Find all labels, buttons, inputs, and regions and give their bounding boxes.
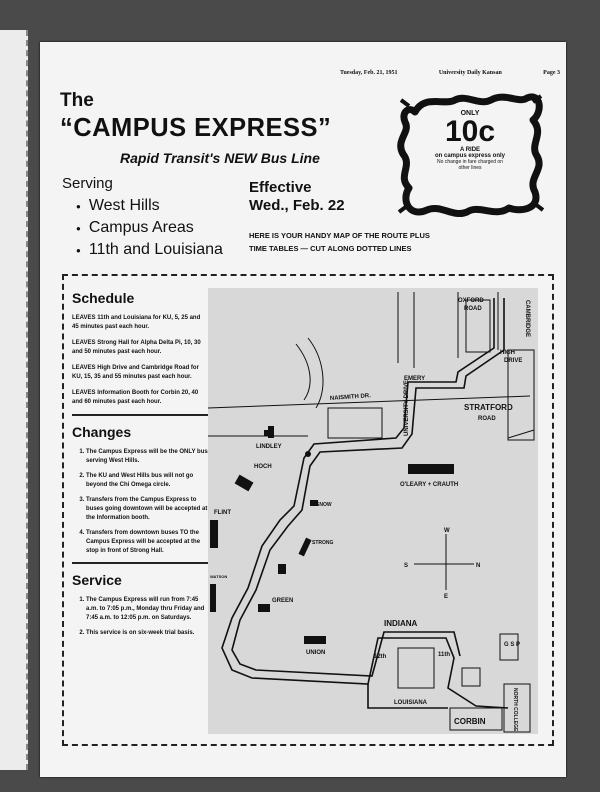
map-label-louisiana: LOUISIANA	[394, 700, 427, 706]
map-label-gsp: G S P	[504, 642, 521, 648]
map-label-watson: WATSON	[210, 574, 228, 579]
map-label-university-drive: UNIVERSITY DRIVE	[404, 380, 410, 436]
changes-item: 4. Transfers from downtown buses TO the Campus Express will be accepted at the stop in front of Strong Hall.	[86, 529, 208, 556]
map-instructions	[249, 229, 430, 255]
price-badge	[395, 92, 545, 220]
effective-date	[249, 179, 345, 215]
schedule-item: LEAVES Strong Hall for Alpha Delta Pi, 10, 30 and 50 minutes past each hour.	[72, 340, 201, 355]
compass-s: S	[404, 563, 409, 569]
service-list	[72, 596, 208, 638]
served-areas-list	[76, 195, 223, 261]
price-only: ONLY	[460, 110, 480, 117]
map-label-corbin: CORBIN	[454, 717, 486, 726]
adjacent-page-scrap	[0, 30, 28, 770]
service-item: 2. This service is on six-week trial basis.	[86, 629, 208, 638]
timetable-column	[72, 290, 208, 644]
ad-title: “CAMPUS EXPRESS”	[60, 112, 332, 142]
section-divider	[72, 414, 208, 416]
compass-e: E	[444, 594, 449, 600]
service-item: 1. The Campus Express will run from 7:45 a.m. to 7:05 p.m., Monday thru Friday and 7:45 a.m. to 12:05 p.m. on Saturdays.	[86, 596, 208, 623]
paper-name: University Daily Kansan	[438, 70, 502, 76]
price-ride: A RIDE	[459, 147, 481, 153]
running-head	[340, 70, 560, 76]
map-label-oxford: OXFORD	[458, 298, 484, 304]
changes-item: 2. The KU and West Hills bus will not go beyond the Chi Omega circle.	[86, 472, 208, 490]
map-instructions-line: TIME TABLES — CUT ALONG DOTTED LINES	[249, 244, 412, 253]
price-note-3: other lines	[458, 165, 482, 171]
newspaper-page	[40, 42, 566, 777]
schedule-item: LEAVES Information Booth for Corbin 20, 40 and 60 minutes past each hour.	[72, 390, 199, 405]
changes-item: 3. Transfers from the Campus Express to buses going downtown will be accepted at the Information booth.	[86, 496, 208, 523]
changes-list	[72, 448, 208, 556]
schedule-item: LEAVES 11th and Louisiana for KU, 5, 25 and 45 minutes past each hour.	[72, 315, 201, 330]
schedule-item: LEAVES High Drive and Cambridge Road for KU, 15, 35 and 55 minutes past each hour.	[72, 365, 199, 380]
map-instructions-line: HERE IS YOUR HANDY MAP OF THE ROUTE PLUS	[249, 231, 430, 240]
map-label-union: UNION	[306, 650, 326, 656]
map-label-snow: SNOW	[316, 502, 332, 508]
service-heading: Service	[72, 572, 122, 588]
compass-w: W	[444, 528, 450, 534]
map-label-oleary: O'LEARY + CRAUTH	[400, 482, 459, 488]
map-label-north-college: NORTH COLLEGE	[512, 688, 518, 732]
map-label-naismith: NAISMITH DR.	[329, 393, 372, 402]
effective-label: Effective	[249, 179, 312, 196]
price-note-2: No change in fare charged on	[437, 159, 503, 165]
map-label-cambridge: CAMBRIDGE	[524, 300, 530, 337]
served-area: ● 11th and Louisiana	[76, 239, 223, 261]
map-label-green: GREEN	[272, 598, 294, 604]
serving-label: Serving	[62, 175, 113, 192]
map-label-stratford-road: ROAD	[478, 416, 496, 422]
price-text	[425, 110, 515, 171]
changes-item: 1. The Campus Express will be the ONLY bus serving West Hills.	[86, 448, 208, 466]
page-number: Page 3	[543, 70, 560, 76]
cut-out-panel	[62, 274, 554, 746]
ad-subtitle: Rapid Transit's NEW Bus Line	[120, 150, 320, 166]
map-label-lindley: LINDLEY	[256, 444, 282, 450]
price-note: on campus express only	[434, 153, 506, 159]
map-label-stratford: STRATFORD	[464, 403, 513, 412]
map-label-indiana: INDIANA	[384, 619, 418, 628]
map-label-high: HIGH	[500, 350, 515, 356]
map-label-11th: 11th	[438, 652, 451, 658]
served-area: ● Campus Areas	[76, 217, 223, 239]
map-label-hoch: HOCH	[254, 464, 272, 470]
effective-day: Wed., Feb. 22	[249, 197, 345, 214]
map-label-flint: FLINT	[214, 510, 231, 516]
map-label-12th: 12th	[374, 654, 387, 660]
schedule-heading: Schedule	[72, 290, 135, 306]
map-label-emery: EMERY	[404, 376, 426, 382]
route-map	[208, 288, 538, 734]
map-label-strong: STRONG	[312, 540, 334, 546]
price-amount: 10c	[444, 115, 496, 148]
map-label-oxford-road: ROAD	[464, 306, 482, 312]
compass-n: N	[476, 563, 481, 569]
served-area: ● West Hills	[76, 195, 223, 217]
map-label-high-drive: DRIVE	[504, 358, 523, 364]
changes-heading: Changes	[72, 424, 132, 440]
ad-title-prefix: The	[60, 90, 94, 111]
issue-date: Tuesday, Feb. 21, 1951	[340, 70, 398, 76]
section-divider	[72, 562, 208, 564]
